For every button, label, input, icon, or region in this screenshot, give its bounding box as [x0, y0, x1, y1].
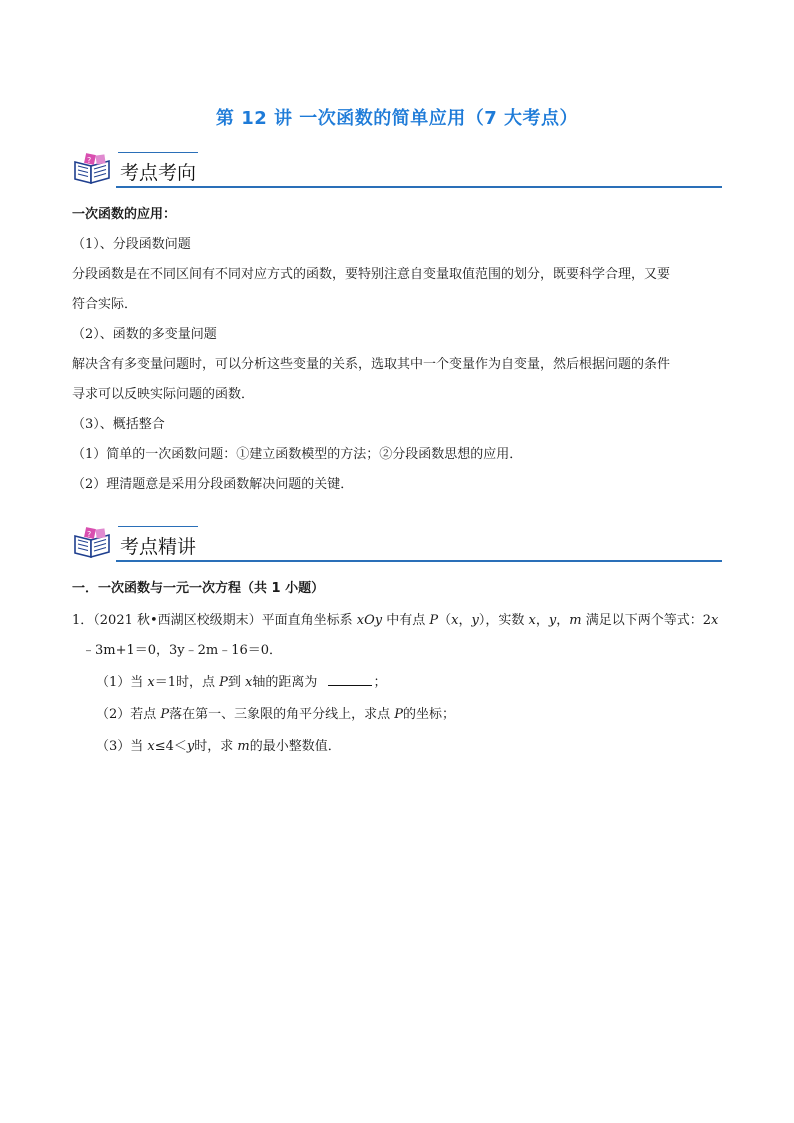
header-top-rule — [118, 526, 198, 527]
paragraph-line: 寻求可以反映实际问题的函数． — [72, 387, 255, 402]
sub-question-1: （1）当 x＝1时，点 P到 x轴的距离为 ； — [96, 675, 387, 690]
book-icon — [72, 526, 114, 560]
page-title: 第 12 讲 一次函数的简单应用（7 大考点） — [215, 108, 579, 129]
paragraph-line: 分段函数是在不同区间有不同对应方式的函数，要特别注意自变量取值范围的划分，既要科学合理，又要 — [72, 267, 671, 282]
section-heading: 考点考向 — [120, 162, 197, 184]
svg-text:?: ? — [87, 530, 92, 539]
book-icon — [72, 152, 114, 186]
topic-subheading: 一．一次函数与一元一次方程（共 1 小题） — [72, 581, 325, 596]
item-title-2: （2）、函数的多变量问题 — [72, 327, 217, 342]
paragraph-line: 解决含有多变量问题时，可以分析这些变量的关系，选取其中一个变量作为自变量，然后根据问题的条件 — [72, 357, 671, 372]
problem-stem-line2: ﹣3m+1＝0，3y﹣2m﹣16＝0． — [82, 643, 283, 658]
section-header-2 — [72, 526, 722, 566]
summary-item: （2）理清题意是采用分段函数解决问题的关键． — [72, 477, 354, 492]
sub-question-2: （2）若点 P落在第一、三象限的角平分线上，求点 P的坐标； — [96, 707, 456, 722]
sub-question-3: （3）当 x≤4＜y时，求 m的最小整数值． — [96, 739, 341, 754]
intro-heading: 一次函数的应用： — [72, 207, 177, 222]
header-bottom-rule — [116, 560, 722, 562]
summary-item: （1）简单的一次函数问题：①建立函数模型的方法；②分段函数思想的应用． — [72, 447, 523, 462]
header-bottom-rule — [116, 186, 722, 188]
header-top-rule — [118, 152, 198, 153]
item-title-1: （1）、分段函数问题 — [72, 237, 191, 252]
section-heading: 考点精讲 — [120, 536, 197, 558]
svg-text:?: ? — [87, 156, 92, 165]
answer-blank[interactable] — [328, 673, 372, 686]
paragraph-line: 符合实际． — [72, 297, 138, 312]
section1-body — [72, 200, 724, 500]
section-header-1 — [72, 152, 722, 192]
item-title-3: （3）、概括整合 — [72, 417, 165, 432]
problem-stem-line1: 1．（2021 秋•西湖区校级期末）平面直角坐标系 xOy 中有点 P（x，y），实数 x，y，m 满足以下两个等式：2x — [72, 613, 719, 628]
